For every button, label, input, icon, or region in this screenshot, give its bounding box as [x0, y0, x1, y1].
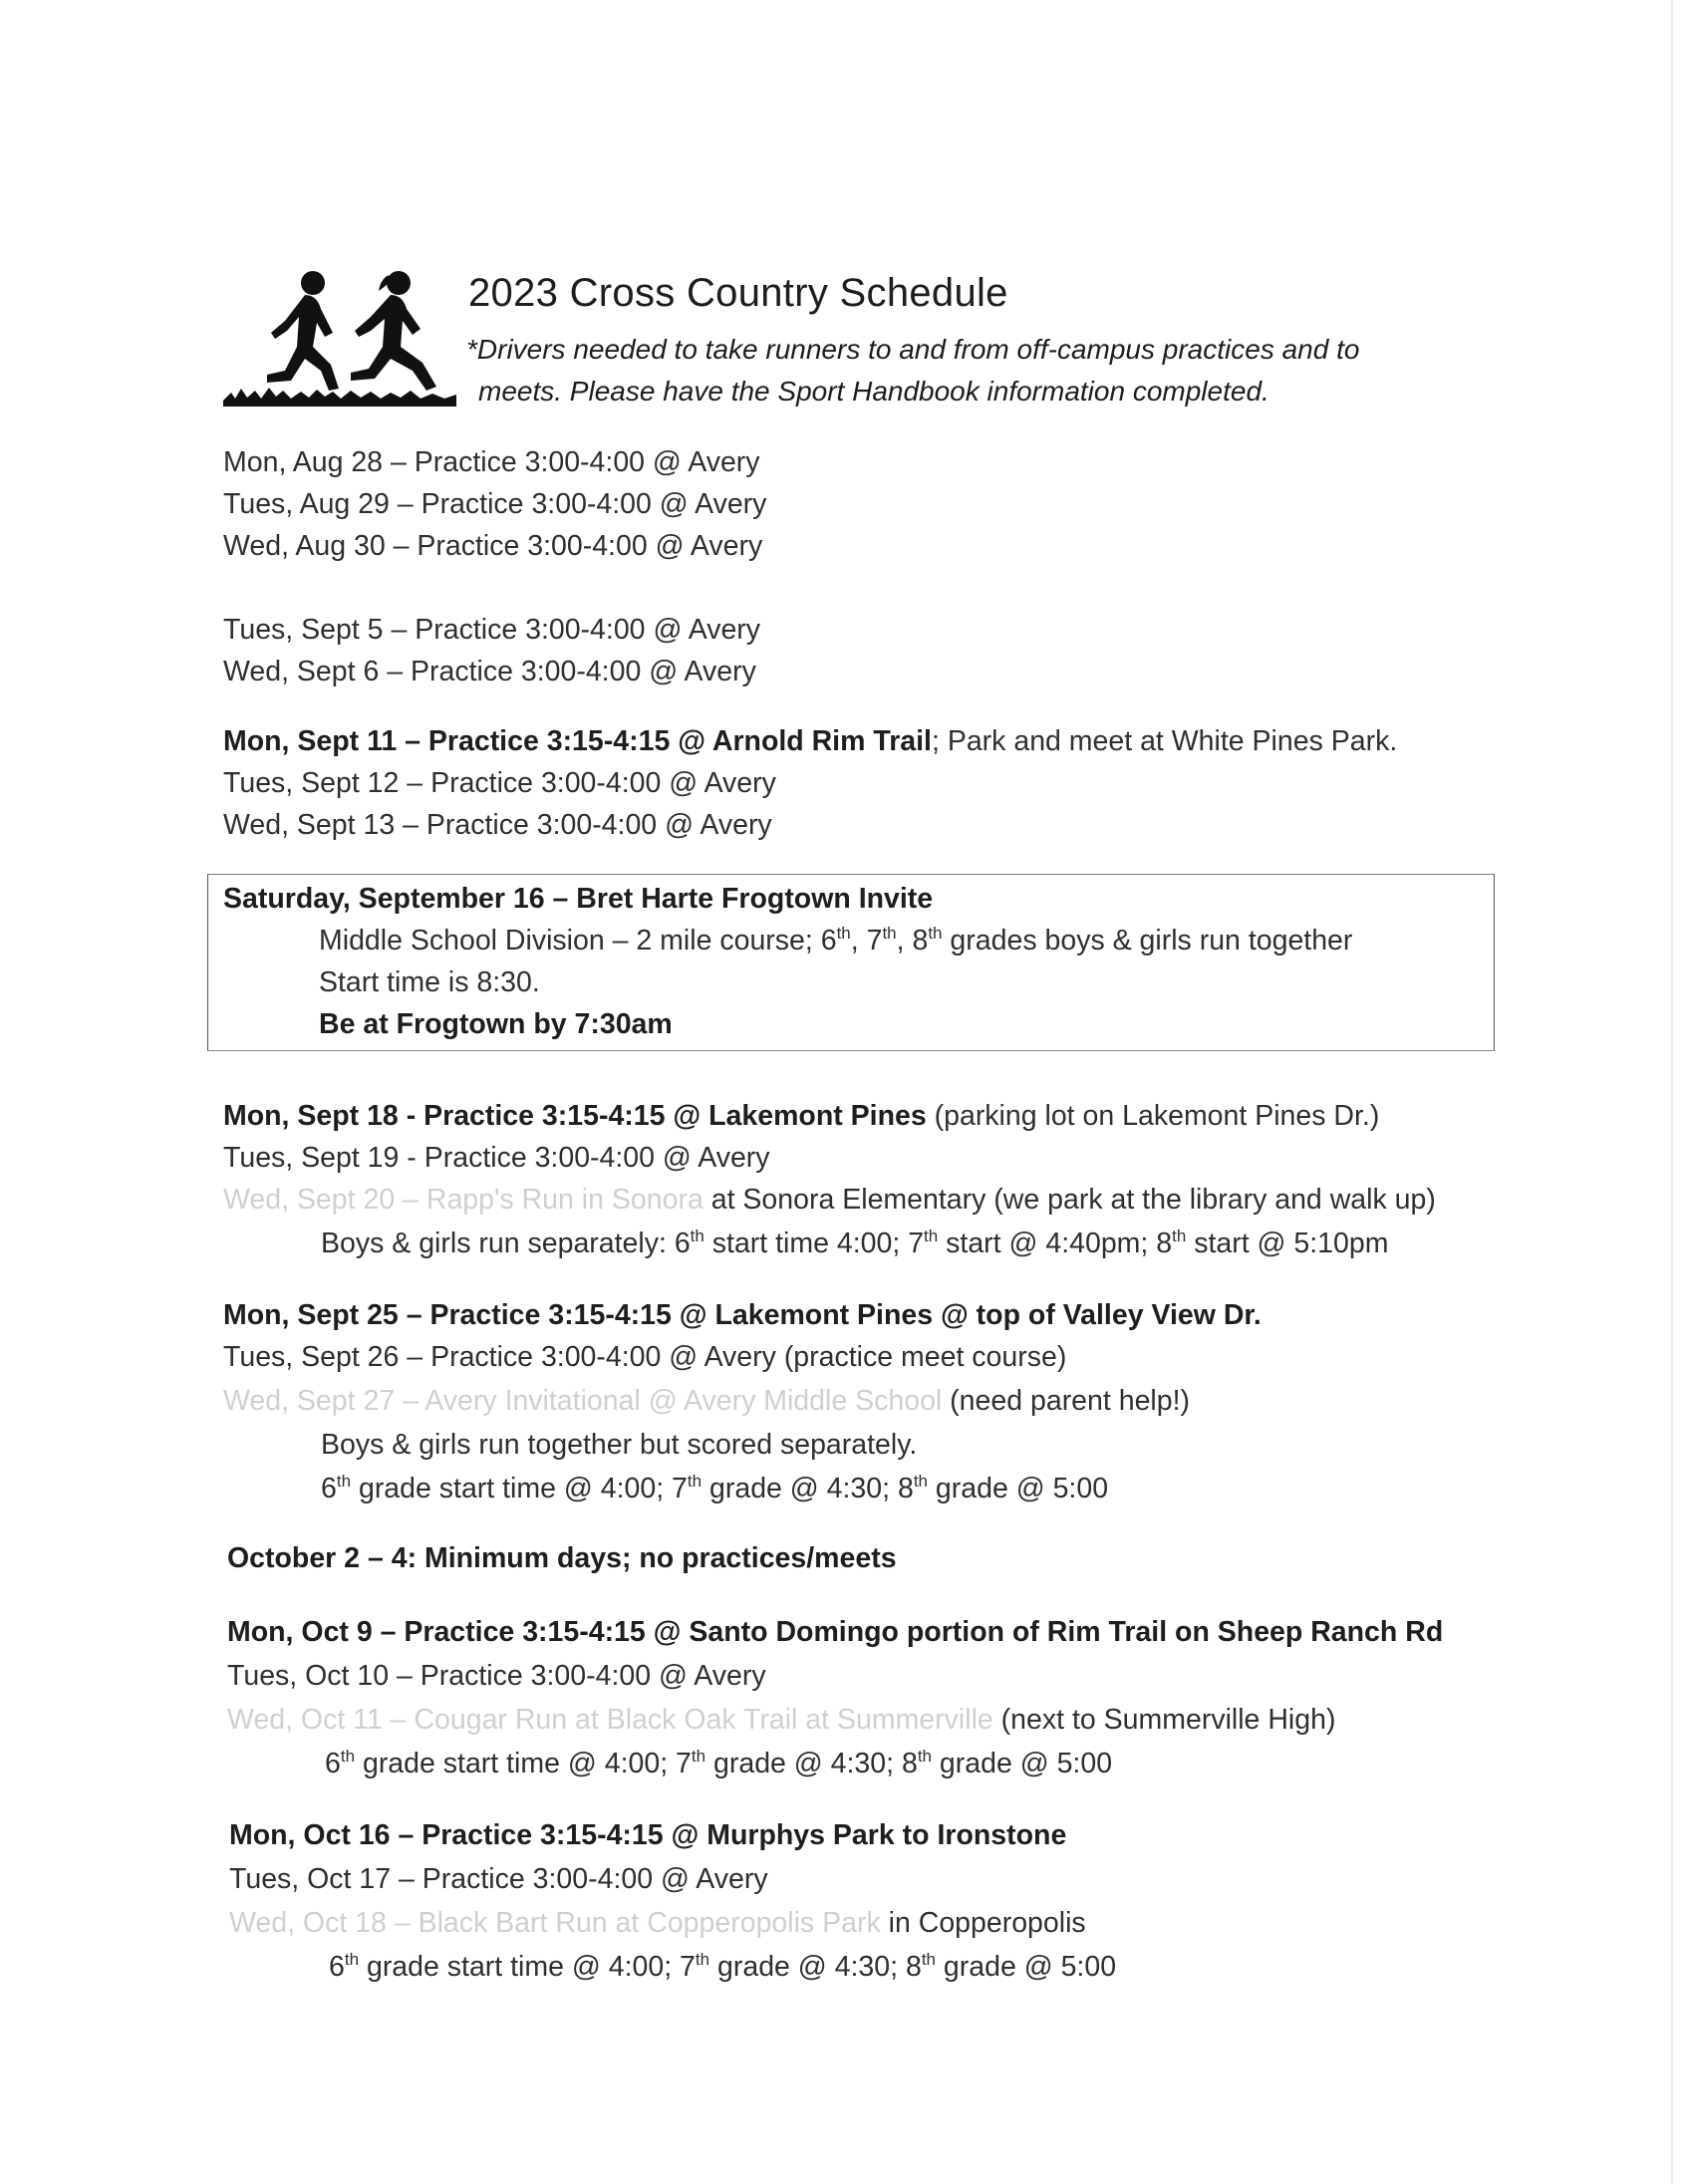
- schedule-entry: [227, 1702, 1335, 1738]
- times-text: 6: [329, 1951, 345, 1983]
- division-text: grades boys & girls run together: [942, 925, 1353, 956]
- drivers-note-line1: *Drivers needed to take runners to and from off-campus practices and to: [466, 334, 1360, 365]
- schedule-entry: [229, 1905, 1086, 1941]
- superscript: th: [687, 1472, 703, 1491]
- runners-silhouette-icon: [221, 261, 458, 410]
- schedule-entry: Tues, Sept 12 – Practice 3:00-4:00 @ Avery: [223, 767, 776, 799]
- schedule-entry: Wed, Aug 30 – Practice 3:00-4:00 @ Avery: [223, 530, 763, 562]
- meet-title-text: Saturday, September 16 – Bret Harte Frogtown Invite: [223, 883, 934, 915]
- schedule-entry: [223, 723, 1397, 759]
- faded-meet-name: Wed, Oct 11 – Cougar Run at Black Oak Trail at Summerville: [227, 1704, 993, 1736]
- times-text: grade @ 4:30; 8: [705, 1748, 918, 1779]
- schedule-entry: [223, 1383, 1190, 1419]
- drivers-note: [466, 329, 1463, 412]
- schedule-entry: Tues, Oct 10 – Practice 3:00-4:00 @ Avery: [227, 1660, 766, 1692]
- superscript: th: [340, 1747, 356, 1766]
- schedule-entry-note: (next to Summerville High): [992, 1704, 1336, 1736]
- schedule-entry: Tues, Oct 17 – Practice 3:00-4:00 @ Avery: [229, 1863, 768, 1895]
- schedule-entry: [223, 1182, 1436, 1218]
- times-text: 6: [325, 1748, 341, 1779]
- superscript: th: [924, 1227, 939, 1245]
- schedule-entry-note: in Copperopolis: [880, 1907, 1086, 1939]
- meet-start-time: Start time is 8:30.: [319, 966, 540, 998]
- schedule-entry-bold: Mon, Sept 25 – Practice 3:15-4:15 @ Lakemont Pines @ top of Valley View Dr.: [223, 1299, 1262, 1331]
- faded-meet-name: Wed, Sept 20 – Rapp's Run in Sonora: [223, 1184, 703, 1216]
- times-text: start @ 5:10pm: [1186, 1228, 1389, 1259]
- page-title: 2023 Cross Country Schedule: [468, 271, 1008, 315]
- schedule-entry-bold: October 2 – 4: Minimum days; no practices/meets: [227, 1542, 897, 1574]
- times-text: grade start time @ 4:00; 7: [351, 1473, 688, 1504]
- meet-title: [223, 881, 933, 917]
- schedule-entry-note: at Sonora Elementary (we park at the library and walk up): [703, 1184, 1436, 1216]
- superscript: th: [913, 1472, 928, 1491]
- times-text: grade @ 5:00: [932, 1748, 1113, 1779]
- schedule-entry: Tues, Sept 19 - Practice 3:00-4:00 @ Avery: [223, 1142, 770, 1174]
- schedule-entry-note: (parking lot on Lakemont Pines Dr.): [926, 1100, 1380, 1132]
- schedule-entry-bold: Mon, Oct 16 – Practice 3:15-4:15 @ Murphys Park to Ironstone: [229, 1819, 1067, 1851]
- schedule-entry: [223, 1297, 1262, 1333]
- schedule-entry-bold: Mon, Oct 9 – Practice 3:15-4:15 @ Santo Domingo portion of Rim Trail on Sheep Ranch Rd: [227, 1616, 1444, 1648]
- meet-times: [329, 1949, 1116, 1985]
- superscript: th: [917, 1747, 932, 1766]
- schedule-entry: Mon, Aug 28 – Practice 3:00-4:00 @ Avery: [223, 446, 760, 478]
- superscript: th: [690, 1227, 704, 1245]
- meet-times: [321, 1471, 1108, 1506]
- schedule-entry: [229, 1817, 1066, 1853]
- superscript: th: [344, 1950, 360, 1969]
- superscript: th: [695, 1950, 710, 1969]
- schedule-entry-bold: Mon, Sept 11 – Practice 3:15-4:15 @ Arnold Rim Trail: [223, 725, 932, 757]
- faded-meet-name: Wed, Sept 27 – Avery Invitational @ Avery Middle School: [223, 1385, 943, 1417]
- superscript: th: [691, 1747, 706, 1766]
- times-text: 6: [321, 1473, 337, 1504]
- division-text: , 7: [850, 925, 883, 956]
- times-text: grade @ 5:00: [928, 1473, 1109, 1504]
- meet-times: [325, 1746, 1112, 1781]
- schedule-entry: Wed, Sept 6 – Practice 3:00-4:00 @ Avery: [223, 656, 756, 687]
- times-text: grade @ 4:30; 8: [702, 1473, 914, 1504]
- schedule-entry-note: (need parent help!): [942, 1385, 1191, 1417]
- times-text: grade @ 4:30; 8: [709, 1951, 922, 1983]
- superscript: th: [336, 1472, 352, 1491]
- meet-times: [321, 1226, 1388, 1261]
- schedule-entry: [223, 1098, 1379, 1134]
- schedule-entry-bold: Mon, Sept 18 - Practice 3:15-4:15 @ Lakemont Pines: [223, 1100, 927, 1132]
- times-text: grade @ 5:00: [936, 1951, 1117, 1983]
- schedule-entry: Tues, Sept 5 – Practice 3:00-4:00 @ Avery: [223, 614, 761, 646]
- times-text: grade start time @ 4:00; 7: [359, 1951, 696, 1983]
- superscript: th: [882, 924, 897, 943]
- times-text: start time 4:00; 7: [703, 1228, 925, 1259]
- superscript: th: [921, 1950, 936, 1969]
- superscript: th: [928, 924, 943, 943]
- drivers-note-line2: meets. Please have the Sport Handbook information completed.: [478, 376, 1269, 407]
- superscript: th: [836, 924, 851, 943]
- schedule-entry: Tues, Sept 26 – Practice 3:00-4:00 @ Avery (practice meet course): [223, 1341, 1067, 1373]
- schedule-entry: Wed, Sept 13 – Practice 3:00-4:00 @ Avery: [223, 809, 772, 841]
- meet-arrival-text: Be at Frogtown by 7:30am: [319, 1008, 673, 1040]
- schedule-entry-note: ; Park and meet at White Pines Park.: [931, 725, 1398, 757]
- schedule-entry: Tues, Aug 29 – Practice 3:00-4:00 @ Avery: [223, 488, 767, 520]
- meet-note: Boys & girls run together but scored separately.: [321, 1429, 918, 1461]
- division-text: , 8: [896, 925, 929, 956]
- times-text: Boys & girls run separately: 6: [321, 1228, 691, 1259]
- meet-arrival: [319, 1006, 673, 1042]
- division-text: Middle School Division – 2 mile course; 6: [319, 925, 837, 956]
- faded-meet-name: Wed, Oct 18 – Black Bart Run at Copperopolis Park: [229, 1907, 881, 1939]
- superscript: th: [1172, 1227, 1187, 1245]
- scan-edge: [1671, 0, 1673, 2184]
- times-text: start @ 4:40pm; 8: [938, 1228, 1173, 1259]
- meet-division: [319, 923, 1352, 958]
- times-text: grade start time @ 4:00; 7: [355, 1748, 692, 1779]
- schedule-entry: [227, 1614, 1443, 1650]
- schedule-entry: [227, 1540, 897, 1576]
